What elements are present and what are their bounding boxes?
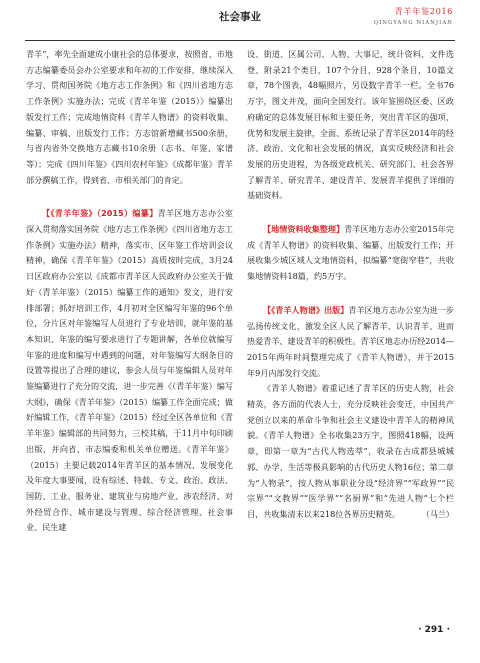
entry-people-book-published (247, 303, 454, 382)
paragraph: 设、街道、区属公司、人物、大事记、统计资料、文件选登、附录21个类目，107个分目，928个条目，10篇文章，78个图表，48幅照片，另设数字青羊一栏。全书76万字，图文并茂，面向全国发行。该年鉴围绕区委、区政府确定的总体发展目标和主要任务，突出青羊区的强项、优势和发展主旋律，全面、系统记录了青羊区2014年的经济、政治、文化和社会发展的情况，真实反映经济和社会发展的历史进程，为各级党政机关、研究部门、社会各界了解青羊、研究青羊、建设青羊、发展青羊提供了详细的基础资料。 (247, 49, 454, 201)
header-rule (25, 40, 455, 41)
right-column (247, 47, 454, 523)
entry-heading: 【地情资料收集整理】 (263, 224, 345, 235)
entry-body: 青羊区地方志办公室深入贯彻落实国务院《地方志工作条例》《四川省地方志工作条例》实施办法》精神，落实市、区年鉴工作培训会议精神，确保《青羊年鉴》（2015）高质按时完成，3月24日区政府办公室以《成都市青羊区人民政府办公室关于做好（青羊年鉴）（2015）编纂工作的通知》发文，进行安排部署；抓好培训工作，4月初对全区编写年鉴的96个单位，分片区对年鉴编写人员进行了专业培训，就年鉴的基本知识、年鉴的编写要求进行了专题讲解，各单位就编写年鉴的进度和编写中遇到的问题，对年鉴编写大纲条目的设置等提出了合理的建议，参会人员与年鉴编辑人员对年鉴编纂进行了充分的交流，进一步完善《（青羊年鉴）编写大纲》，确保《青羊年鉴》（2015）编纂工作全面完成；做好编辑工作，《青羊年鉴》（2015）经过全区各单位和《青羊年鉴》编辑部的共同努力，三校其稿，于11月中旬印刷出版，并向省、市志编委和机关单位赠送。《青羊年鉴》（2015）主要记载2014年青羊区的基本情况、发展变化及年度大事要闻，设有综述、特载、专文、政治、政法、国防、工业、服务业、建筑业与房地产业、涉农经济、对外经贸合作、城市建设与管理、综合经济管理、社会事业、民生建 (26, 208, 233, 533)
publication-brand: 青羊年鉴2016 (394, 6, 453, 16)
entry-body: 青羊区地方志办公室2015年完成《青羊人物谱》的资料收集、编纂、出版发行工作；开展收集少城区域人文地情资料，拟编纂“宽街窄巷”，共收集地情资料18篇，约5万字。 (247, 224, 454, 282)
section-title: 社会事业 (219, 11, 261, 23)
publication-subtitle: QINGYANG NIANJIAN (373, 20, 453, 26)
section-gap (247, 285, 454, 303)
entry-heading: 【《青羊人物谱》出版】 (263, 304, 349, 315)
paragraph (247, 381, 454, 522)
section-gap (26, 188, 233, 206)
page-header (0, 0, 480, 44)
paragraph-text: 《青羊人物谱》着重记述了青羊区的历史人物，社会精英，各方面的代表人士，充分反映社会变迁，中国共产党创立以来的革命斗争和社会主义建设中青羊人的精神风貌。《青羊人物谱》全书收集23万字，图照418幅，设两章，即第一章为“古代人物选萃”，收录在古成都县城城郭、办学、生活等极具影响的古代历史人物16位；第二章为“人物录”，按人物从事职业分设“经济界”“军政界”“民宗界”“文教界”“医学界”“名厨界”和“先进人物”七个栏目，共收集清末以来218位各界历史精英。 (247, 383, 454, 519)
entry-yearbook-compilation (26, 206, 233, 536)
entry-body: 青羊区地方志办公室为进一步弘扬传统文化，激发全区人民了解青羊、认识青羊、进而热爱青羊、建设青羊的积极性。青羊区地志办历经2014—2015年两年时间整理完成了《青羊人物谱》，并于2015年9月内部发行交流。 (247, 304, 454, 378)
page-number: · 291 · (418, 625, 450, 635)
entry-local-data-collection (247, 222, 454, 285)
left-column (26, 47, 233, 536)
entry-heading: 【《青羊年鉴》（2015）编纂】 (42, 208, 158, 219)
section-gap (247, 204, 454, 222)
paragraph: 青羊”，率先全面建成小康社会的总体要求，按照省、市地方志编纂委员会办公室要求和年初的工作安排，继续深入学习、贯彻国务院《地方志工作条例》和《四川省地方志工作条例》实施办法；完成《青羊年鉴（2015）》编纂出版发行工作；完成地情资料《青羊人物谱》的资料收集、编纂、审稿、出版发行工作；方志馆新增藏书500余册，与省内省外交换地方志藏书10余册（志书、年鉴、家谱等）；完成《四川年鉴》《四川农村年鉴》《成都年鉴》青羊部分撰稿工作，得到省、市相关部门的肯定。 (26, 49, 233, 185)
author-credit: （马兰） (421, 508, 454, 519)
